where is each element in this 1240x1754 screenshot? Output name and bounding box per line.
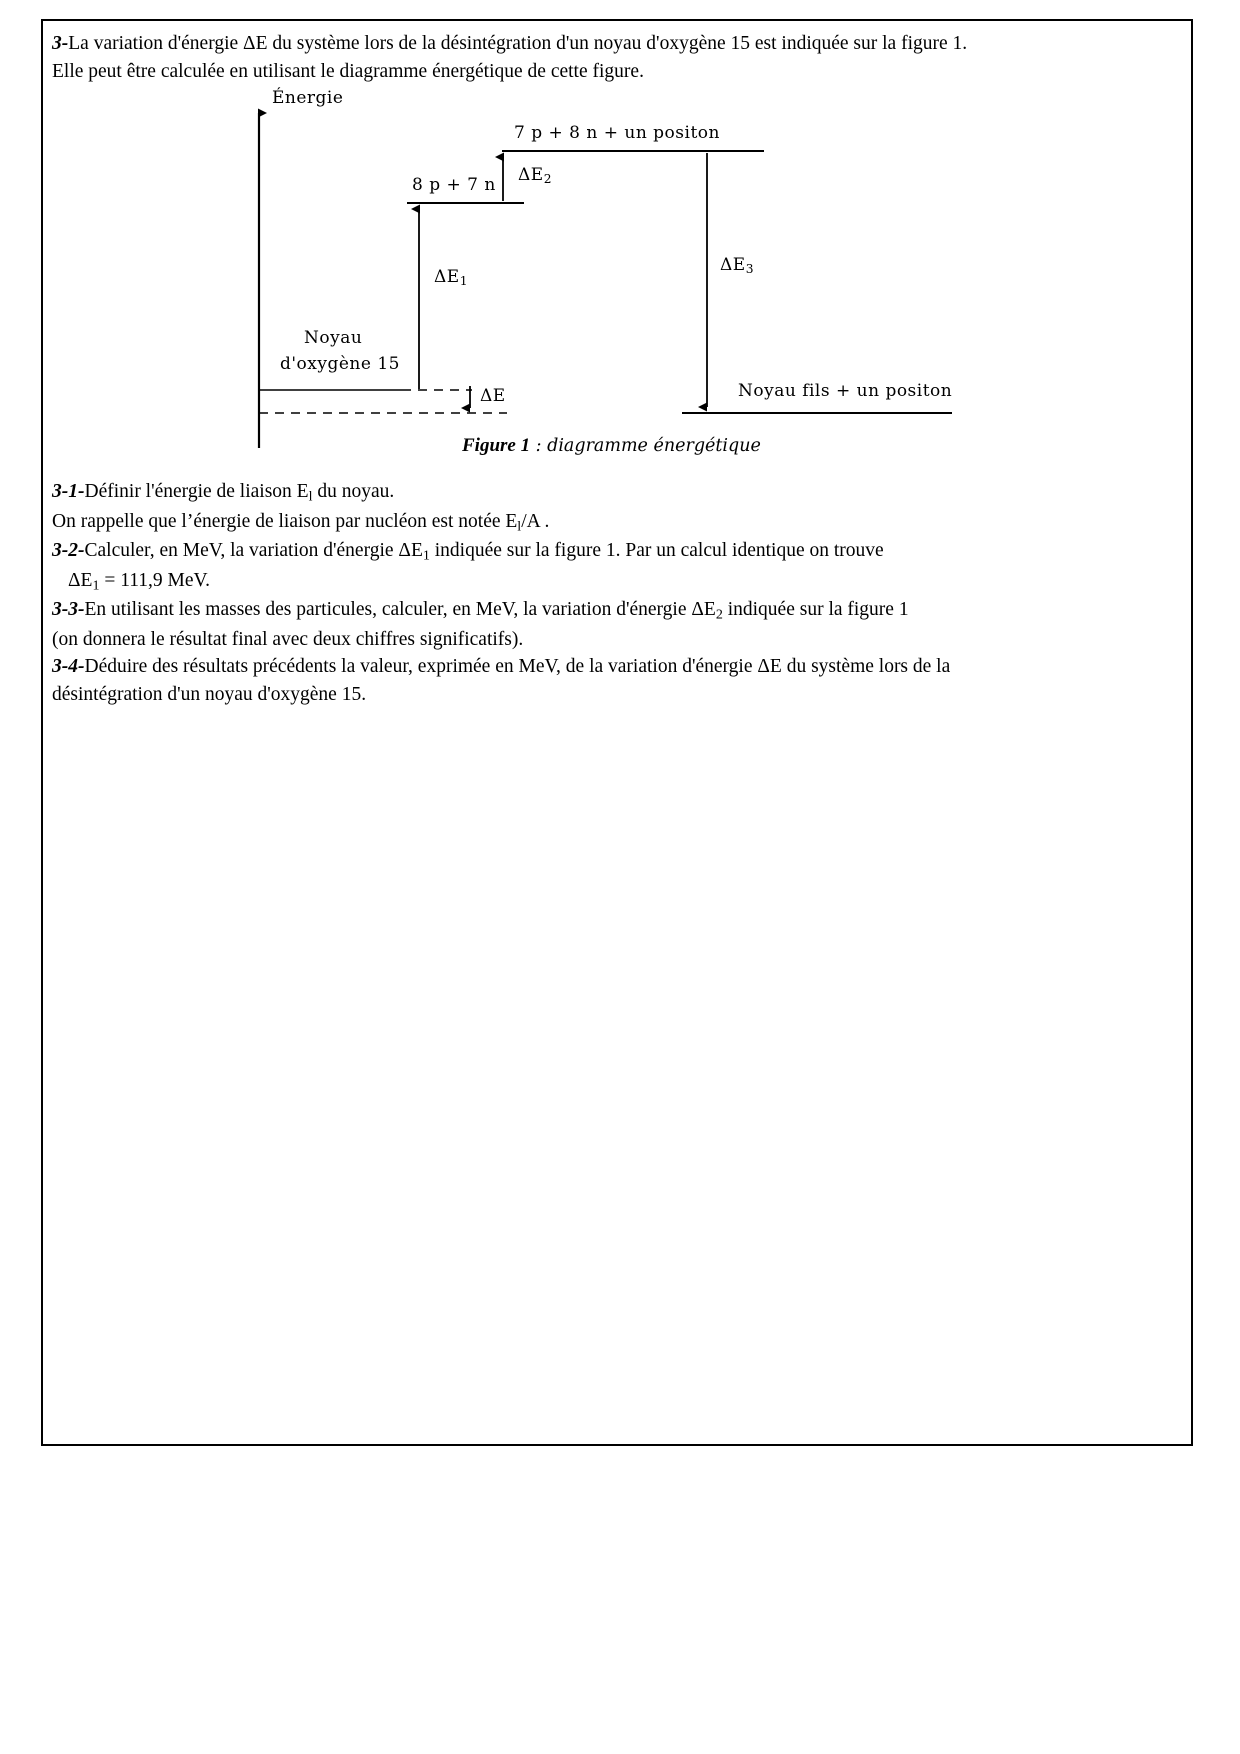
question-3-1-note-sub: l [517, 518, 522, 535]
transition-label-delta-e3 [720, 255, 754, 276]
question-3-3-label: 3-3- [52, 599, 85, 621]
level-label-top: 7 p + 8 n + un positon [514, 123, 720, 144]
delta-e1-text: ΔE [434, 267, 460, 288]
level-label-daughter: Noyau fils + un positon [738, 381, 953, 402]
question-3-1-sub: l [308, 488, 313, 505]
question-3-4 [52, 653, 1092, 681]
level-label-nucleus-line1: Noyau [304, 328, 363, 349]
intro-paragraph [52, 30, 1082, 85]
question-3-3-note: (on donnera le résultat final avec deux chiffres significatifs). [52, 628, 524, 650]
level-label-nucleus-line2: d'oxygène 15 [280, 354, 400, 375]
delta-e2-sub: 2 [543, 172, 552, 187]
question-3-2-text-after: indiquée sur la figure 1. Par un calcul identique on trouve [429, 540, 884, 562]
question-3-2-value-sub: 1 [92, 577, 100, 594]
axis-label-energy: Énergie [272, 88, 344, 109]
question-3-1-note-text-after: /A . [521, 510, 550, 532]
intro-number: 3- [52, 33, 69, 54]
question-3-1-note [52, 508, 1092, 537]
energy-diagram-svg [52, 93, 1082, 468]
question-3-3-sub: 2 [715, 606, 723, 623]
question-3-2-value-text: ΔE [68, 569, 93, 591]
figure-caption-rest: : diagramme énergétique [530, 436, 761, 457]
page-content [52, 30, 1182, 709]
transition-label-delta-e2 [518, 165, 552, 186]
question-3-3 [52, 596, 1092, 625]
figure-caption [462, 435, 761, 457]
delta-e1-sub: 1 [459, 274, 468, 289]
question-3-2-value-text-after: = 111,9 MeV. [99, 569, 210, 591]
intro-line-1: La variation d'énergie ΔE du système lors de la désintégration d'un noyau d'oxygène 15 est indiquée sur la figure 1. [68, 33, 968, 54]
question-3-2-value [52, 567, 1092, 596]
question-3-2-label: 3-2- [52, 540, 85, 562]
question-3-1-label: 3-1- [52, 481, 85, 503]
question-3-1-note-text: On rappelle que l’énergie de liaison par nucléon est notée E [52, 510, 518, 532]
delta-e3-text: ΔE [720, 255, 746, 276]
questions-block [52, 478, 1092, 708]
question-3-1-text-after: du noyau. [312, 481, 395, 503]
question-3-4-label: 3-4- [52, 656, 85, 678]
question-3-4-text: Déduire des résultats précédents la valeur, exprimée en MeV, de la variation d'énergie ΔE du système lors de la [84, 656, 951, 678]
intro-line-2: Elle peut être calculée en utilisant le diagramme énergétique de cette figure. [52, 60, 644, 82]
energy-diagram-figure [52, 88, 1082, 468]
transition-label-delta-e1 [434, 267, 468, 288]
question-3-3-text: En utilisant les masses des particules, calculer, en MeV, la variation d'énergie ΔE [84, 599, 716, 621]
figure-caption-bold: Figure 1 [462, 435, 531, 457]
level-label-mid: 8 p + 7 n [412, 175, 496, 196]
question-3-2 [52, 537, 1092, 566]
question-3-1-text: Définir l'énergie de liaison E [84, 481, 309, 503]
question-3-1 [52, 478, 1092, 507]
question-3-4-cont: désintégration d'un noyau d'oxygène 15. [52, 683, 367, 705]
transition-label-delta-e: ΔE [480, 386, 506, 407]
question-3-3-text-after: indiquée sur la figure 1 [722, 599, 909, 621]
delta-e2-text: ΔE [518, 165, 544, 186]
delta-e3-sub: 3 [745, 262, 754, 277]
question-3-2-sub: 1 [422, 547, 430, 564]
question-3-2-text: Calculer, en MeV, la variation d'énergie ΔE [84, 540, 423, 562]
